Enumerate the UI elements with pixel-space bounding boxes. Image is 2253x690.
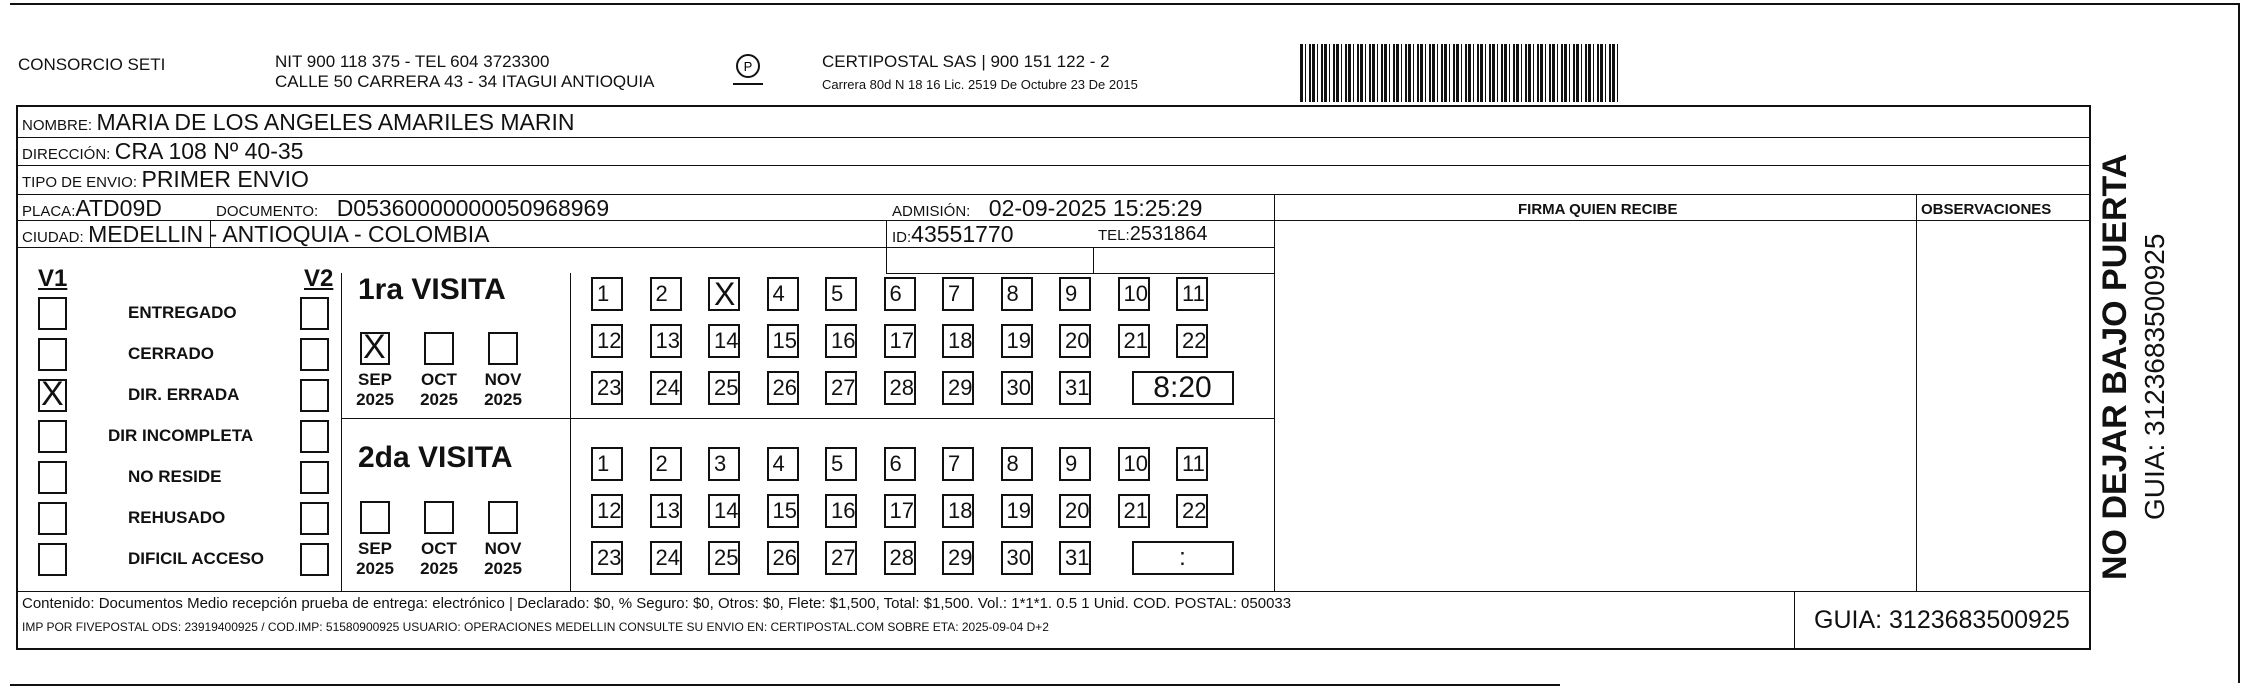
v1-checkbox[interactable] (38, 461, 67, 494)
year-label: 2025 (420, 390, 458, 409)
day-box[interactable] (1059, 541, 1091, 575)
day-box[interactable] (884, 447, 916, 481)
day-box[interactable] (1001, 277, 1033, 311)
visit-option-label: CERRADO (128, 344, 214, 363)
day-box[interactable] (1059, 371, 1091, 405)
day-number: 9 (1065, 281, 1078, 306)
day-box[interactable] (591, 494, 623, 528)
name-row (22, 109, 575, 139)
month-checkbox[interactable] (488, 501, 518, 534)
day-number: 6 (889, 451, 902, 476)
day-number: 30 (1006, 375, 1031, 400)
x-mark: X (363, 328, 386, 366)
tel-label: TEL: (1098, 227, 1130, 244)
day-box[interactable] (942, 447, 974, 481)
barcode (1300, 44, 1618, 102)
day-number: 7 (948, 451, 961, 476)
day-number: 18 (948, 498, 973, 523)
address-label: DIRECCIÓN: (22, 146, 111, 163)
visit-option-label: DIR. ERRADA (128, 385, 240, 404)
day-number: 4 (772, 281, 785, 306)
day-number: 12 (597, 498, 622, 523)
day-box[interactable] (708, 324, 740, 358)
v1-checkbox[interactable] (38, 543, 67, 576)
day-number: 26 (772, 545, 797, 570)
courier-logo (728, 52, 768, 92)
day-number: 27 (831, 545, 856, 570)
day-number: 23 (597, 375, 622, 400)
admission-label: ADMISIÓN: (892, 203, 971, 220)
imp-line: IMP POR FIVEPOSTAL ODS: 23919400925 / COD.IMP: 51580900925 USUARIO: OPERACIONES MEDELLIN CONSULTE SU ENVIO EN: CERTIPOSTAL.COM SOBRE ETA: 2025-09-04 D+2 (22, 620, 1049, 634)
day-box[interactable] (942, 324, 974, 358)
day-number: 19 (1006, 328, 1031, 353)
side-instruction: NO DEJAR BAJO PUERTA (2096, 153, 2134, 580)
day-number: 24 (655, 545, 680, 570)
day-number: 1 (597, 281, 610, 306)
day-number: 17 (889, 498, 914, 523)
day-box[interactable] (884, 324, 916, 358)
footer-guia: GUIA: 3123683500925 (1814, 606, 2070, 634)
day-number: 23 (597, 545, 622, 570)
v2-checkbox[interactable] (300, 543, 329, 576)
day-number: 6 (889, 281, 902, 306)
day-box[interactable] (1059, 447, 1091, 481)
v2-checkbox[interactable] (300, 338, 329, 371)
month-label: SEP (357, 539, 393, 558)
day-number: 11 (1182, 451, 1205, 476)
day-box[interactable] (942, 277, 974, 311)
day-number: 13 (655, 498, 680, 523)
day-number: 11 (1182, 281, 1205, 306)
day-box[interactable] (767, 371, 799, 405)
day-box[interactable] (1059, 494, 1091, 528)
name-label: NOMBRE: (22, 117, 93, 134)
first-visit-title: 1ra VISITA (358, 273, 506, 306)
day-box[interactable] (1001, 494, 1033, 528)
day-number: 16 (831, 498, 856, 523)
day-box[interactable] (708, 541, 740, 575)
day-box[interactable] (884, 277, 916, 311)
day-number: 29 (948, 375, 973, 400)
x-mark: X (41, 375, 64, 413)
day-box[interactable] (1176, 324, 1208, 358)
day-box[interactable] (650, 541, 682, 575)
v1-checkbox[interactable] (38, 502, 67, 535)
day-box[interactable] (825, 494, 857, 528)
day-box[interactable] (1176, 494, 1208, 528)
id-value: 43551770 (911, 221, 1014, 247)
delivery-form (16, 105, 2091, 650)
company-name: CONSORCIO SETI (18, 55, 166, 74)
plate-value: ATD09D (75, 195, 162, 221)
month-label: OCT (421, 370, 457, 389)
day-box[interactable] (708, 494, 740, 528)
day-number: 25 (714, 545, 739, 570)
day-number: 20 (1065, 498, 1090, 523)
day-number: 25 (714, 375, 739, 400)
day-number: 10 (1123, 451, 1148, 476)
v2-checkbox[interactable] (300, 379, 329, 412)
day-box[interactable] (591, 324, 623, 358)
day-number: 8 (1006, 281, 1019, 306)
month-checkbox[interactable] (360, 328, 390, 366)
v1-checkbox[interactable] (38, 420, 67, 453)
year-label: 2025 (484, 559, 522, 578)
day-number: 15 (772, 328, 797, 353)
v1-checkbox[interactable] (38, 375, 67, 413)
day-number: 7 (948, 281, 961, 306)
observations-header: OBSERVACIONES (1921, 201, 2052, 218)
day-box[interactable] (884, 541, 916, 575)
day-box[interactable] (591, 371, 623, 405)
courier-line: CERTIPOSTAL SAS | 900 151 122 - 2 (822, 52, 1110, 71)
day-box[interactable] (708, 371, 740, 405)
day-number: 27 (831, 375, 856, 400)
day-box[interactable] (1001, 324, 1033, 358)
side-guia: GUIA: 3123683500925 (2139, 233, 2170, 520)
recipient-address: CRA 108 Nº 40-35 (114, 138, 304, 164)
day-number: 22 (1182, 498, 1207, 523)
day-box[interactable] (650, 277, 682, 311)
month-label: SEP (357, 370, 393, 389)
send-type-label: TIPO DE ENVIO: (22, 174, 138, 191)
top-border (10, 3, 2240, 5)
day-number: 3 (714, 451, 727, 476)
day-number: 14 (714, 498, 739, 523)
day-number: 16 (831, 328, 856, 353)
v2-checkbox[interactable] (300, 297, 329, 330)
city-label: CIUDAD: (22, 229, 84, 246)
id-row (892, 221, 1014, 251)
day-number: 24 (655, 375, 680, 400)
day-number: 31 (1065, 545, 1090, 570)
day-box[interactable] (1001, 541, 1033, 575)
day-box[interactable] (1059, 277, 1091, 311)
send-type: PRIMER ENVIO (141, 166, 309, 192)
day-box[interactable] (1001, 371, 1033, 405)
id-label: ID: (892, 229, 912, 246)
day-box[interactable] (1059, 324, 1091, 358)
day-box[interactable] (884, 494, 916, 528)
day-box[interactable] (1118, 324, 1150, 358)
day-number: 4 (772, 451, 785, 476)
v1-label: V1 (38, 265, 68, 292)
x-mark: X (714, 276, 736, 312)
visit-option-label: ENTREGADO (128, 303, 237, 322)
day-box[interactable] (767, 324, 799, 358)
time-box[interactable]: 8:20 (1132, 371, 1234, 405)
day-box[interactable] (825, 324, 857, 358)
day-box[interactable] (650, 371, 682, 405)
day-number: 12 (597, 328, 622, 353)
day-number: 29 (948, 545, 973, 570)
day-box[interactable] (767, 541, 799, 575)
day-box-checked[interactable] (708, 277, 740, 311)
right-border (2238, 3, 2240, 683)
admission-value: 02-09-2025 15:25:29 (988, 195, 1203, 221)
v2-checkbox[interactable] (300, 502, 329, 535)
day-number: 5 (831, 281, 844, 306)
month-checkbox[interactable] (424, 501, 454, 534)
nit-line: NIT 900 118 375 - TEL 604 3723300 (275, 52, 550, 71)
year-label: 2025 (356, 559, 394, 578)
content-line: Contenido: Documentos Medio recepción prueba de entrega: electrónico | Declarado: $0, % Seguro: $0, Otros: $0, Flete: $1,500, Total: $1,500. Vol.: 1*1*1. 0.5 1 Unid. COD. POSTAL: 050033 (22, 595, 1292, 612)
day-box[interactable] (591, 541, 623, 575)
day-box[interactable] (1176, 447, 1208, 481)
day-number: 21 (1123, 328, 1148, 353)
day-box[interactable] (825, 447, 857, 481)
v2-checkbox[interactable] (300, 420, 329, 453)
plate-label: PLACA: (22, 203, 76, 220)
day-box[interactable] (650, 494, 682, 528)
month-checkbox[interactable] (488, 332, 518, 365)
year-label: 2025 (420, 559, 458, 578)
day-box[interactable] (767, 494, 799, 528)
day-box[interactable] (1118, 277, 1150, 311)
day-box[interactable] (650, 324, 682, 358)
tel-value: 2531864 (1129, 223, 1208, 245)
time-box[interactable]: : (1132, 541, 1234, 575)
day-number: 8 (1006, 451, 1019, 476)
day-box[interactable] (767, 277, 799, 311)
month-label: NOV (484, 370, 522, 389)
second-visit-title: 2da VISITA (358, 441, 513, 474)
day-number: 13 (655, 328, 680, 353)
day-number: 1 (597, 451, 610, 476)
day-box[interactable] (942, 494, 974, 528)
day-number: 17 (889, 328, 914, 353)
day-number: 2 (655, 451, 668, 476)
day-box[interactable] (1176, 277, 1208, 311)
day-number: 18 (948, 328, 973, 353)
day-box[interactable] (825, 371, 857, 405)
day-number: 5 (831, 451, 844, 476)
month-checkbox[interactable] (360, 501, 390, 534)
day-number: 22 (1182, 328, 1207, 353)
day-number: 28 (889, 375, 914, 400)
day-box[interactable] (1118, 494, 1150, 528)
day-box[interactable] (650, 447, 682, 481)
month-checkbox[interactable] (424, 332, 454, 365)
visit-option-label: REHUSADO (128, 508, 226, 527)
send-type-row (22, 166, 309, 196)
day-number: 30 (1006, 545, 1031, 570)
v1-checkbox[interactable] (38, 297, 67, 330)
day-number: 19 (1006, 498, 1031, 523)
day-box[interactable] (942, 541, 974, 575)
recipient-name: MARIA DE LOS ANGELES AMARILES MARIN (96, 109, 575, 135)
year-label: 2025 (356, 390, 394, 409)
v2-checkbox[interactable] (300, 461, 329, 494)
visit-option-label: NO RESIDE (128, 467, 222, 486)
day-number: 15 (772, 498, 797, 523)
svg-text:P: P (743, 59, 753, 74)
v2-label: V2 (304, 265, 334, 292)
day-number: 2 (655, 281, 668, 306)
day-number: 21 (1123, 498, 1148, 523)
city-row (22, 221, 489, 251)
document-label: DOCUMENTO: (216, 203, 319, 220)
v1-checkbox[interactable] (38, 338, 67, 371)
signature-header: FIRMA QUIEN RECIBE (1518, 201, 1678, 218)
day-number: 9 (1065, 451, 1078, 476)
month-label: OCT (421, 539, 457, 558)
day-box[interactable] (591, 277, 623, 311)
month-label: NOV (484, 539, 522, 558)
year-label: 2025 (484, 390, 522, 409)
day-box[interactable] (1118, 447, 1150, 481)
address-row (22, 138, 303, 168)
visit-option-label: DIR INCOMPLETA (108, 426, 254, 445)
day-box[interactable] (767, 447, 799, 481)
day-box[interactable] (591, 447, 623, 481)
visit-option-label: DIFICIL ACCESO (128, 549, 265, 568)
courier-license: Carrera 80d N 18 16 Lic. 2519 De Octubre 23 De 2015 (822, 77, 1138, 92)
day-number: 28 (889, 545, 914, 570)
day-number: 14 (714, 328, 739, 353)
day-number: 10 (1123, 281, 1148, 306)
day-number: 26 (772, 375, 797, 400)
day-box[interactable] (825, 277, 857, 311)
day-box[interactable] (1001, 447, 1033, 481)
day-number: 31 (1065, 375, 1090, 400)
day-box[interactable] (884, 371, 916, 405)
city-value: MEDELLIN - ANTIOQUIA - COLOMBIA (88, 221, 490, 247)
day-number: 20 (1065, 328, 1090, 353)
bottom-border (10, 684, 1560, 686)
day-box[interactable] (825, 541, 857, 575)
day-box[interactable] (708, 447, 740, 481)
day-box[interactable] (942, 371, 974, 405)
document-value: D05360000000050968969 (336, 195, 610, 221)
address-line: CALLE 50 CARRERA 43 - 34 ITAGUI ANTIOQUIA (275, 72, 655, 91)
tel-row (1098, 221, 1208, 249)
